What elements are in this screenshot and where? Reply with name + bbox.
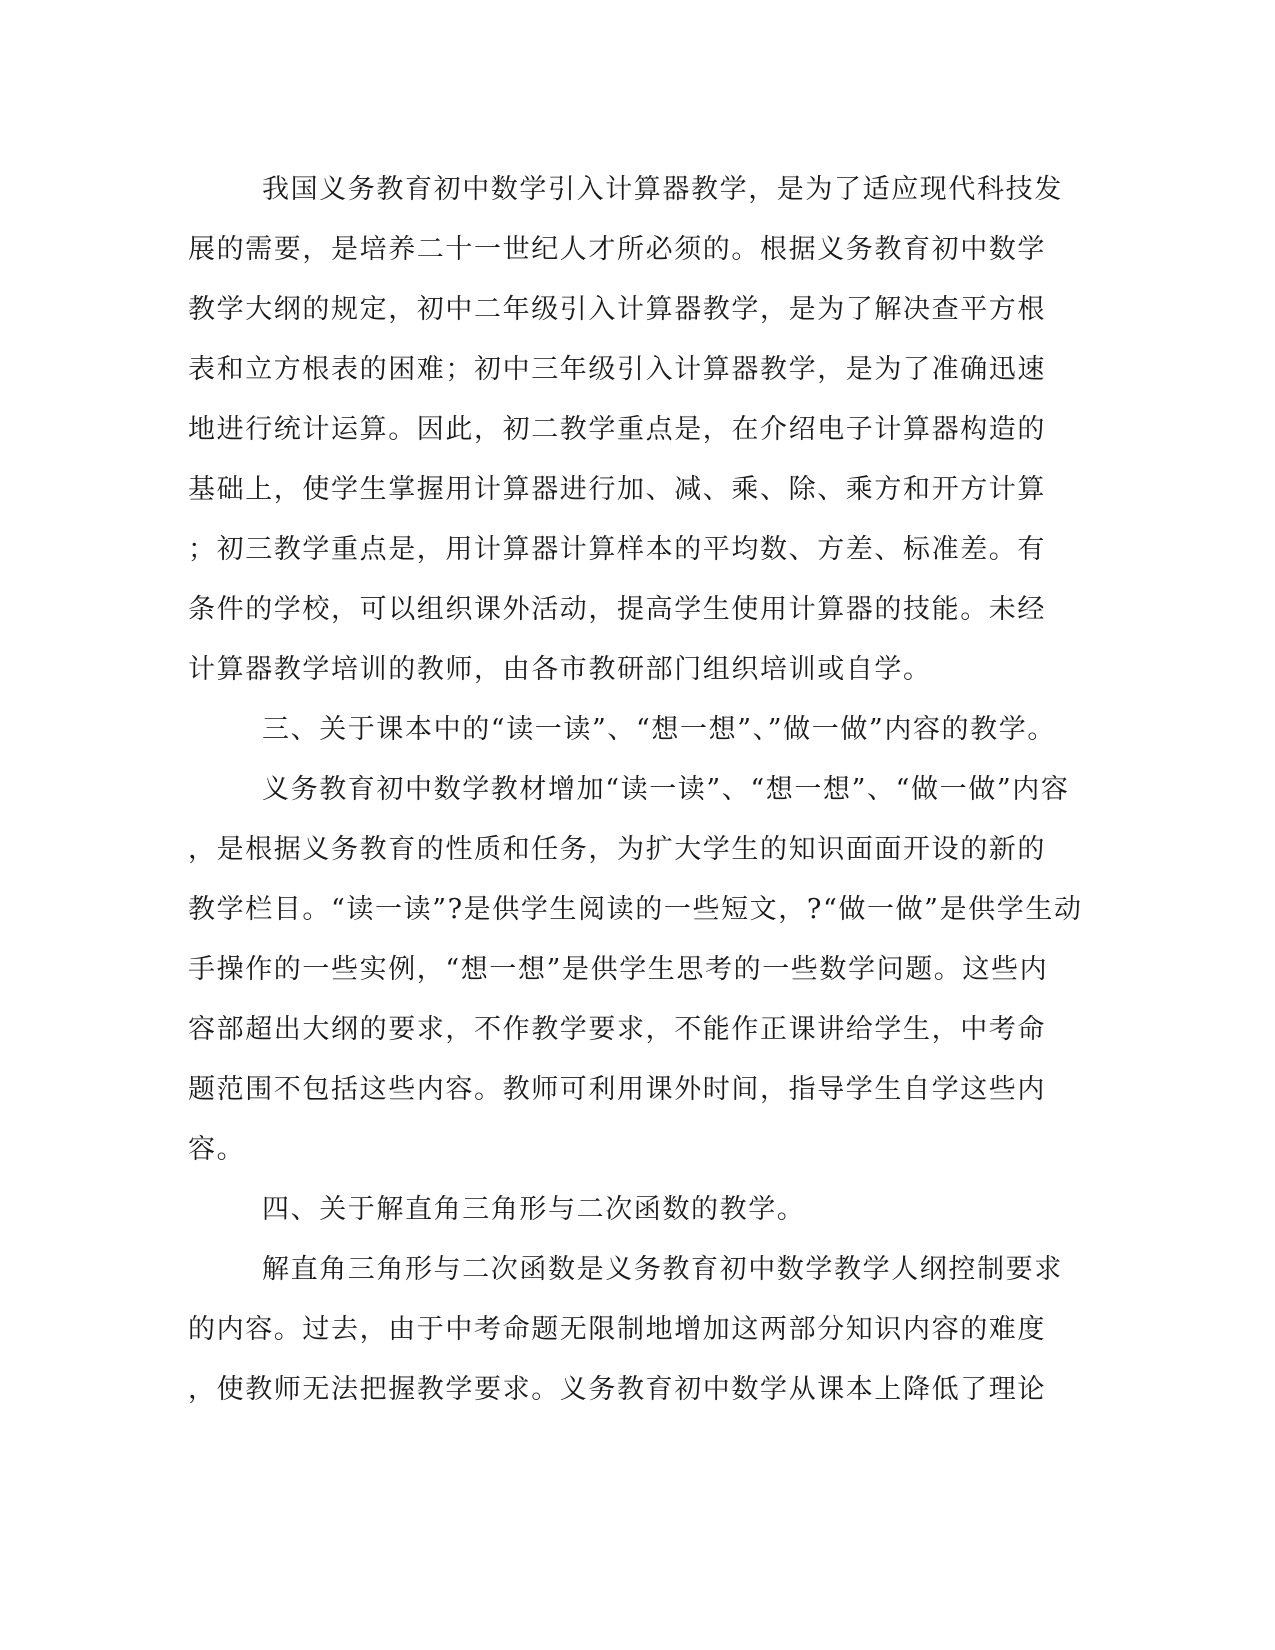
text-line: 表和立方根表的困难；初中三年级引入计算器教学，是为了准确迅速 (188, 354, 1046, 385)
text-line: ，是根据义务教育的性质和任务，为扩大学生的知识面面开设的新的 (188, 834, 1046, 865)
text-line: 手操作的一些实例，“想一想”是供学生思考的一些数学问题。这些内 (188, 954, 1049, 985)
text-line: ；初三教学重点是，用计算器计算样本的平均数、方差、标准差。有 (188, 534, 1046, 565)
text-line: 容。 (188, 1134, 246, 1165)
text-line: 展的需要，是培养二十一世纪人才所必须的。根据义务教育初中数学 (188, 234, 1046, 265)
section-heading: 四、关于解直角三角形与二次函数的教学。 (262, 1194, 806, 1225)
text-line: 的内容。过去，由于中考命题无限制地增加这两部分知识内容的难度 (188, 1314, 1046, 1345)
text-line: 容部超出大纲的要求，不作教学要求，不能作正课讲给学生，中考命 (188, 1014, 1046, 1045)
text-line: 解直角三角形与二次函数是义务教育初中数学教学人纲控制要求 (262, 1254, 1063, 1285)
section-heading: 三、关于课本中的“读一读”、“想一想”、”做一做”内容的教学。 (262, 714, 1056, 745)
text-line: 地进行统计运算。因此，初二教学重点是，在介绍电子计算器构造的 (188, 414, 1046, 445)
text-line: 计算器教学培训的教师，由各市教研部门组织培训或自学。 (188, 654, 932, 685)
text-line: 教学栏目。“读一读”?是供学生阅读的一些短文，?“做一做”是供学生动 (188, 894, 1083, 925)
text-line: 我国义务教育初中数学引入计算器教学，是为了适应现代科技发 (262, 174, 1063, 205)
text-line: 条件的学校，可以组织课外活动，提高学生使用计算器的技能。未经 (188, 594, 1046, 625)
text-line: 基础上，使学生掌握用计算器进行加、减、乘、除、乘方和开方计算 (188, 474, 1046, 505)
text-line: ，使教师无法把握教学要求。义务教育初中数学从课本上降低了理论 (188, 1374, 1046, 1405)
text-line: 题范围不包括这些内容。教师可利用课外时间，指导学生自学这些内 (188, 1074, 1046, 1105)
body-text (188, 160, 1088, 1420)
text-line: 义务教育初中数学教材增加“读一读”、“想一想”、“做一做”内容 (262, 774, 1070, 805)
text-line: 教学大纲的规定，初中二年级引入计算器教学，是为了解决查平方根 (188, 294, 1046, 325)
